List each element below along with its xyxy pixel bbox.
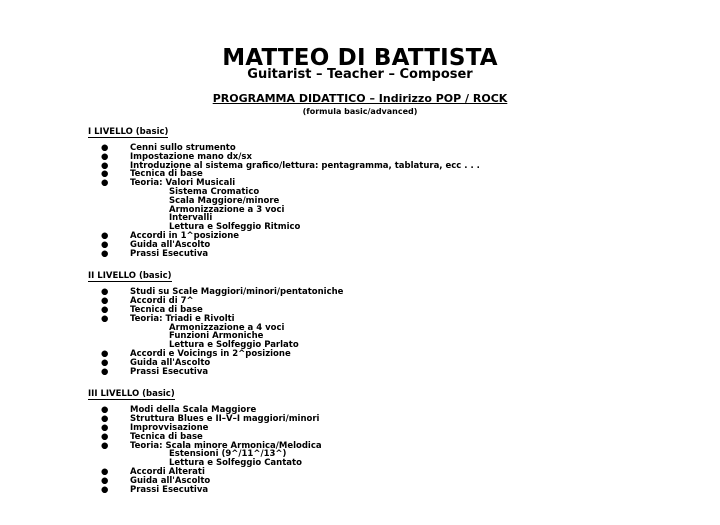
bullet-icon: ● bbox=[101, 304, 109, 315]
list-item bbox=[88, 250, 688, 259]
list-item-text: Modi della Scala Maggiore bbox=[130, 405, 257, 416]
list-item-text: Prassi Esecutiva bbox=[130, 248, 209, 259]
bullet-icon: ● bbox=[101, 357, 109, 368]
level-heading: III LIVELLO (basic) bbox=[88, 389, 175, 400]
list-item-text: Impostazione mano dx/sx bbox=[130, 151, 252, 162]
list-item-text: Prassi Esecutiva bbox=[130, 484, 209, 495]
list-item-text: Teoria: Scala minore Armonica/Melodica bbox=[130, 440, 322, 451]
list-item-text: Accordi in 1^posizione bbox=[130, 230, 240, 241]
list-item-text: Prassi Esecutiva bbox=[130, 366, 209, 377]
level-item-list bbox=[88, 406, 688, 494]
bullet-icon: ● bbox=[101, 484, 109, 495]
bullet-icon: ● bbox=[101, 366, 109, 377]
list-item-text: Guida all'Ascolto bbox=[130, 239, 211, 250]
sub-list-item: Intervalli bbox=[169, 213, 213, 224]
level-heading: I LIVELLO (basic) bbox=[88, 127, 169, 137]
list-item-text: Improvvisazione bbox=[130, 422, 209, 433]
list-item-text: Accordi di 7^ bbox=[130, 296, 194, 307]
bullet-icon: ● bbox=[101, 160, 109, 171]
level-heading: II LIVELLO (basic) bbox=[88, 271, 172, 282]
bullet-icon: ● bbox=[101, 248, 109, 259]
sub-list-item: Funzioni Armoniche bbox=[169, 331, 264, 342]
sub-list-item: Lettura e Solfeggio Cantato bbox=[169, 458, 302, 469]
bullet-icon: ● bbox=[101, 169, 109, 180]
bullet-icon: ● bbox=[101, 405, 109, 416]
bullet-icon: ● bbox=[101, 230, 109, 241]
list-item-text: Accordi e Voicings in 2^posizione bbox=[130, 348, 291, 359]
bullet-icon: ● bbox=[101, 475, 109, 486]
bullet-icon: ● bbox=[101, 178, 109, 189]
list-item-text: Cenni sullo strumento bbox=[130, 143, 236, 153]
bullet-icon: ● bbox=[101, 239, 109, 250]
list-item-text: Tecnica di base bbox=[130, 304, 203, 315]
list-item-text: Teoria: Valori Musicali bbox=[130, 178, 236, 189]
list-item-text: Tecnica di base bbox=[130, 431, 203, 442]
program-heading bbox=[0, 92, 720, 106]
list-item-text: Guida all'Ascolto bbox=[130, 357, 211, 368]
document-subtitle: Guitarist – Teacher – Composer bbox=[247, 67, 473, 82]
sub-list-item: Armonizzazione a 3 voci bbox=[169, 204, 285, 215]
bullet-icon: ● bbox=[101, 287, 109, 298]
sub-list-item: Armonizzazione a 4 voci bbox=[169, 322, 285, 333]
levels-container bbox=[88, 119, 688, 499]
sub-list-item: Lettura e Solfeggio Parlato bbox=[169, 340, 299, 351]
level-item-list bbox=[88, 144, 688, 258]
bullet-icon: ● bbox=[101, 422, 109, 433]
list-item-text: Struttura Blues e II–V–I maggiori/minori bbox=[130, 414, 320, 425]
bullet-icon: ● bbox=[101, 313, 109, 324]
bullet-icon: ● bbox=[101, 296, 109, 307]
sub-list-item: Scala Maggiore/minore bbox=[169, 195, 280, 206]
list-item-text: Accordi Alterati bbox=[130, 466, 205, 477]
list-item-text: Introduzione al sistema grafico/lettura: pentagramma, tablatura, ecc . . . bbox=[130, 160, 480, 171]
bullet-icon: ● bbox=[101, 414, 109, 425]
list-item-text: Teoria: Triadi e Rivolti bbox=[130, 313, 235, 324]
list-item bbox=[88, 368, 688, 377]
level-item-list bbox=[88, 288, 688, 376]
list-item-text: Guida all'Ascolto bbox=[130, 475, 211, 486]
list-item-text: Tecnica di base bbox=[130, 169, 203, 180]
bullet-icon: ● bbox=[101, 151, 109, 162]
list-item-text: Studi su Scale Maggiori/minori/pentatoniche bbox=[130, 287, 344, 298]
program-heading-text: PROGRAMMA DIDATTICO – Indirizzo POP / ROCK bbox=[212, 92, 508, 105]
bullet-icon: ● bbox=[101, 440, 109, 451]
sub-list-item: Estensioni (9^/11^/13^) bbox=[169, 449, 287, 460]
list-item bbox=[88, 486, 688, 495]
bullet-icon: ● bbox=[101, 431, 109, 442]
program-formula: (formula basic/advanced) bbox=[302, 107, 418, 116]
bullet-icon: ● bbox=[101, 348, 109, 359]
sub-list-item: Lettura e Solfeggio Ritmico bbox=[169, 222, 301, 233]
bullet-icon: ● bbox=[101, 143, 109, 153]
sub-list-item: Sistema Cromatico bbox=[169, 186, 260, 197]
document-title: MATTEO DI BATTISTA bbox=[222, 45, 498, 71]
bullet-icon: ● bbox=[101, 466, 109, 477]
